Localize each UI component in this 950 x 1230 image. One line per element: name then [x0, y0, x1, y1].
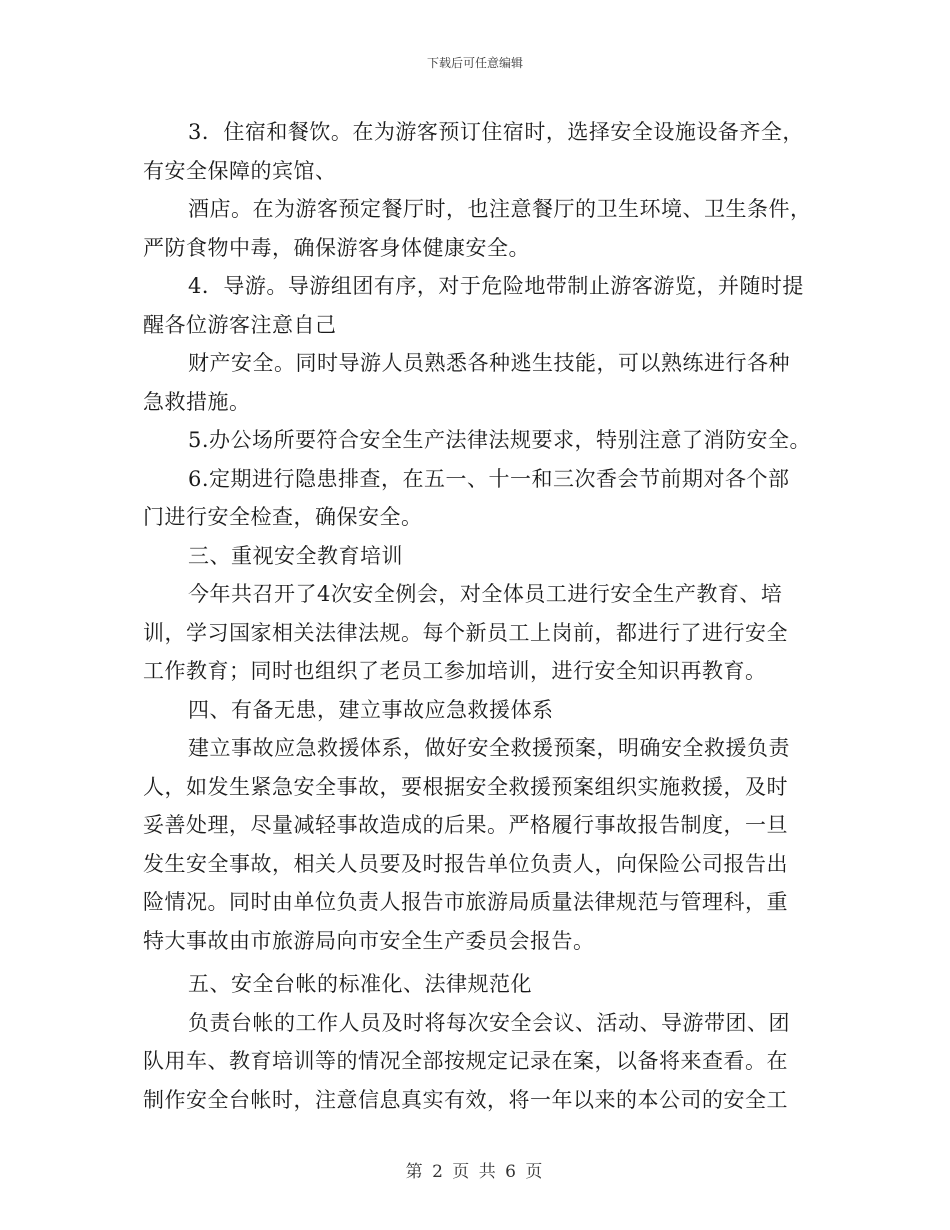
- paragraph-line: 负责台帐的工作人员及时将每次安全会议、活动、导游带团、团: [188, 1010, 790, 1035]
- paragraph-line: 6.定期进行隐患排查，在五一、十一和三次香会节前期对各个部: [188, 466, 790, 491]
- paragraph-line: 制作安全台帐时，注意信息真实有效，将一年以来的本公司的安全工: [143, 1087, 788, 1112]
- page-footer: 第 2 页 共 6 页: [405, 1162, 545, 1182]
- section-heading: 三、重视安全教育培训: [188, 543, 403, 568]
- document-body: [143, 113, 811, 1119]
- paragraph-line: 4．导游。导游组团有序，对于危险地带制止游客游览，并随时提: [188, 274, 804, 298]
- paragraph-line: 3．住宿和餐饮。在为游客预订住宿时，选择安全设施设备齐全，: [188, 120, 804, 144]
- paragraph-line: 训，学习国家相关法律法规。每个新员工上岗前，都进行了进行安全: [143, 620, 788, 645]
- paragraph-line: 险情况。同时由单位负责人报告市旅游局质量法律规范与管理科，重: [143, 890, 788, 914]
- section-heading: 四、有备无患，建立事故应急救援体系: [188, 697, 554, 722]
- paragraph-line: 特大事故由市旅游局向市安全生产委员会报告。: [143, 928, 595, 953]
- paragraph-line: 队用车、教育培训等的情况全部按规定记录在案，以备将来查看。在: [143, 1049, 788, 1073]
- paragraph-line: 酒店。在为游客预定餐厅时，也注意餐厅的卫生环境、卫生条件，: [188, 197, 812, 221]
- paragraph-line: 工作教育；同时也组织了老员工参加培训，进行安全知识再教育。: [143, 659, 767, 683]
- paragraph-line: 妥善处理，尽量减轻事故造成的后果。严格履行事故报告制度，一旦: [143, 813, 788, 837]
- paragraph-line: 发生安全事故，相关人员要及时报告单位负责人，向保险公司报告出: [143, 851, 788, 876]
- paragraph-line: 醒各位游客注意自己: [143, 312, 337, 337]
- paragraph-line: 严防食物中毒，确保游客身体健康安全。: [143, 235, 530, 260]
- paragraph-line: 人，如发生紧急安全事故，要根据安全救援预案组织实施救援，及时: [143, 774, 788, 799]
- paragraph-line: 5.办公场所要符合安全生产法律法规要求，特别注意了消防安全。: [188, 428, 812, 452]
- paragraph-line: 有安全保障的宾馆、: [143, 158, 337, 183]
- paragraph-line: 建立事故应急救援体系，做好安全救援预案，明确安全救援负责: [188, 736, 790, 760]
- section-heading: 五、安全台帐的标准化、法律规范化: [188, 972, 532, 996]
- paragraph-line: 今年共召开了4次安全例会，对全体员工进行安全生产教育、培: [188, 582, 783, 606]
- page-header: 下载后可任意编辑: [426, 56, 523, 70]
- paragraph-line: 急救措施。: [143, 389, 251, 414]
- paragraph-line: 财产安全。同时导游人员熟悉各种逃生技能，可以熟练进行各种: [188, 351, 790, 375]
- paragraph-line: 门进行安全检查，确保安全。: [143, 505, 423, 529]
